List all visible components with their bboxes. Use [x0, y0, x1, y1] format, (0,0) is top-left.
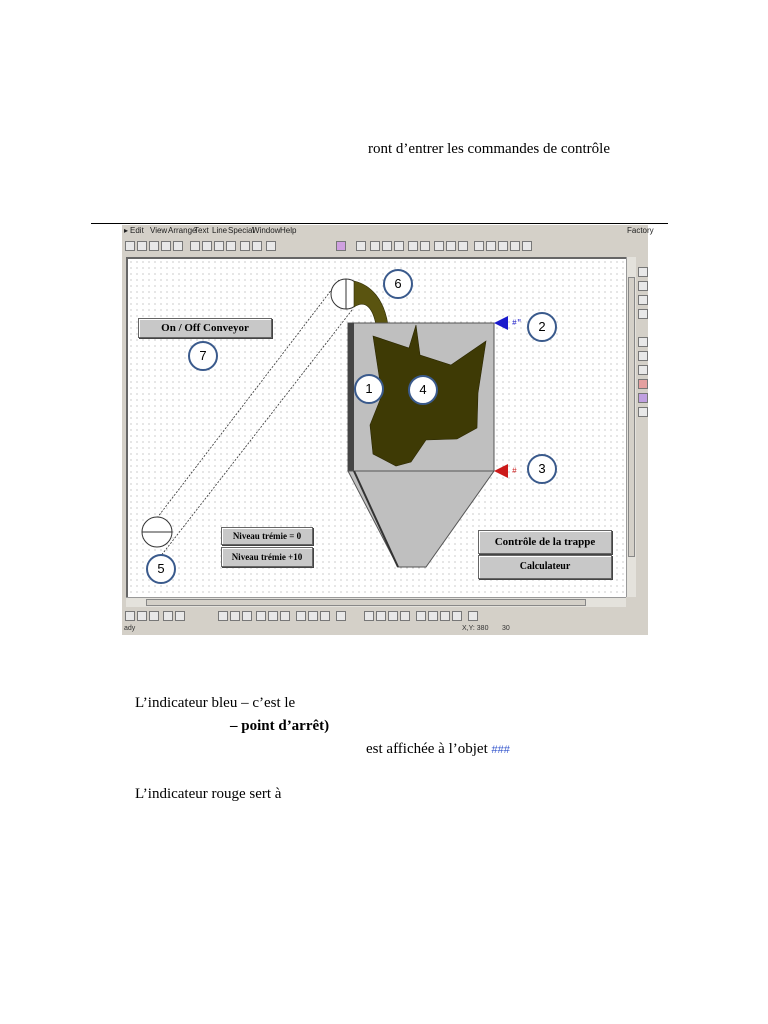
- menu-view[interactable]: View: [150, 226, 168, 235]
- status-xy: X,Y: 380: [462, 625, 489, 632]
- line-tool-icon[interactable]: [638, 295, 648, 305]
- select-tool-icon[interactable]: [638, 337, 648, 347]
- hopper-funnel[interactable]: [348, 471, 494, 567]
- misc-icon[interactable]: [468, 611, 478, 621]
- para1-line3-text: est affichée à l’objet: [366, 741, 488, 757]
- ellipse-tool-icon[interactable]: [638, 281, 648, 291]
- font-small-icon[interactable]: [408, 241, 418, 251]
- top-text-line: ront d’entrer les commandes de contrôle: [368, 141, 610, 157]
- on-off-conveyor-button[interactable]: On / Off Conveyor: [138, 318, 272, 338]
- para1-line2: – point d’arrêt): [230, 718, 330, 734]
- distribute3-icon[interactable]: [388, 611, 398, 621]
- menu-bar: [122, 225, 654, 237]
- conveyor-bottom-line: [160, 310, 352, 557]
- callout-1: 1: [354, 374, 384, 404]
- arrange2-icon[interactable]: [230, 611, 240, 621]
- menu-special[interactable]: Special: [228, 226, 255, 235]
- polygon-tool-icon[interactable]: [638, 309, 648, 319]
- red-indicator-label: #: [512, 467, 517, 476]
- right-tool-palette: [638, 257, 648, 457]
- save-all-icon[interactable]: [161, 241, 171, 251]
- distribute2-icon[interactable]: [376, 611, 386, 621]
- align-left-icon[interactable]: [434, 241, 444, 251]
- window-icon[interactable]: [137, 611, 147, 621]
- callout-6: 6: [383, 269, 413, 299]
- font-icon[interactable]: [356, 241, 366, 251]
- top-toolbar: [122, 239, 648, 255]
- layer2-icon[interactable]: [452, 611, 462, 621]
- pencil-icon[interactable]: [175, 611, 185, 621]
- menu-edit[interactable]: Edit: [130, 226, 144, 235]
- bottom-toolbar: [122, 609, 648, 623]
- status-ready: ady: [124, 625, 136, 632]
- callout-2: 2: [527, 312, 557, 342]
- rotate2-icon[interactable]: [320, 611, 330, 621]
- menu-line[interactable]: Line: [212, 226, 228, 235]
- menu-window[interactable]: Window: [252, 226, 281, 235]
- ungroup-icon[interactable]: [268, 611, 278, 621]
- button-tool-icon[interactable]: [638, 379, 648, 389]
- rect-tool-icon[interactable]: [638, 267, 648, 277]
- align-right-icon[interactable]: [458, 241, 468, 251]
- text-color-icon[interactable]: [498, 241, 508, 251]
- flip-icon[interactable]: [296, 611, 306, 621]
- distribute4-icon[interactable]: [400, 611, 410, 621]
- grid-toggle-icon[interactable]: [163, 611, 173, 621]
- back-icon[interactable]: [428, 611, 438, 621]
- pattern-icon[interactable]: [510, 241, 520, 251]
- cut-icon[interactable]: [190, 241, 200, 251]
- clear-icon[interactable]: [226, 241, 236, 251]
- menu-arrange[interactable]: Arrange: [168, 226, 197, 235]
- run-icon[interactable]: [125, 611, 135, 621]
- arrange-icon[interactable]: [218, 611, 228, 621]
- para1-line3-hash: ###: [491, 744, 510, 756]
- text-tool-icon[interactable]: [638, 365, 648, 375]
- arrange3-icon[interactable]: [242, 611, 252, 621]
- calculateur-button[interactable]: Calculateur: [478, 555, 612, 579]
- horizontal-scroll-thumb[interactable]: [146, 599, 586, 606]
- para1-line1: L’indicateur bleu – c’est le: [135, 695, 296, 711]
- italic-icon[interactable]: [382, 241, 392, 251]
- paste-icon[interactable]: [214, 241, 224, 251]
- symbol-tool-icon[interactable]: [638, 407, 648, 417]
- open-icon[interactable]: [137, 241, 147, 251]
- disk-icon[interactable]: [173, 241, 183, 251]
- hmi-editor-screenshot: [122, 225, 654, 635]
- bold-icon[interactable]: [370, 241, 380, 251]
- group-icon[interactable]: [256, 611, 266, 621]
- callout-4: 4: [408, 375, 438, 405]
- rotate-icon[interactable]: [308, 611, 318, 621]
- status-value: 30: [502, 625, 510, 632]
- bitmap-tool-icon[interactable]: [638, 351, 648, 361]
- fill-color-icon[interactable]: [474, 241, 484, 251]
- horizontal-rule: [91, 223, 668, 224]
- app-corner-label: Factory: [627, 226, 654, 235]
- horizontal-scrollbar[interactable]: [126, 597, 626, 607]
- menu-help[interactable]: Help: [280, 226, 297, 235]
- distribute-icon[interactable]: [364, 611, 374, 621]
- grid-icon[interactable]: [522, 241, 532, 251]
- blue-indicator[interactable]: [494, 316, 508, 330]
- print-icon[interactable]: [266, 241, 276, 251]
- layer-icon[interactable]: [440, 611, 450, 621]
- vertical-scroll-thumb[interactable]: [628, 277, 635, 557]
- new-icon[interactable]: [125, 241, 135, 251]
- callout-3: 3: [527, 454, 557, 484]
- para2-line1: L’indicateur rouge sert à: [135, 786, 282, 802]
- callout-7: 7: [188, 341, 218, 371]
- blue-indicator-label: #": [512, 319, 522, 328]
- niveau-tremie-10-button[interactable]: Niveau trémie +10: [221, 547, 313, 567]
- para1-line3: [366, 741, 510, 758]
- hopper-wall: [348, 323, 354, 471]
- space-icon[interactable]: [336, 611, 346, 621]
- color-icon[interactable]: [336, 241, 346, 251]
- underline-icon[interactable]: [394, 241, 404, 251]
- redo-icon[interactable]: [252, 241, 262, 251]
- menu-dot: ▸: [124, 226, 129, 235]
- status-bar: [122, 624, 648, 635]
- window2-icon[interactable]: [149, 611, 159, 621]
- niveau-tremie-0-button[interactable]: Niveau trémie = 0: [221, 527, 313, 545]
- font-large-icon[interactable]: [420, 241, 430, 251]
- line-color-icon[interactable]: [486, 241, 496, 251]
- align-icon[interactable]: [280, 611, 290, 621]
- copy-icon[interactable]: [202, 241, 212, 251]
- undo-icon[interactable]: [240, 241, 250, 251]
- vertical-scrollbar[interactable]: [626, 257, 636, 597]
- callout-5: 5: [146, 554, 176, 584]
- front-icon[interactable]: [416, 611, 426, 621]
- save-icon[interactable]: [149, 241, 159, 251]
- wizard-tool-icon[interactable]: [638, 393, 648, 403]
- align-center-icon[interactable]: [446, 241, 456, 251]
- controle-trappe-button[interactable]: Contrôle de la trappe: [478, 530, 612, 554]
- menu-text[interactable]: Text: [194, 226, 209, 235]
- red-indicator[interactable]: [494, 464, 508, 478]
